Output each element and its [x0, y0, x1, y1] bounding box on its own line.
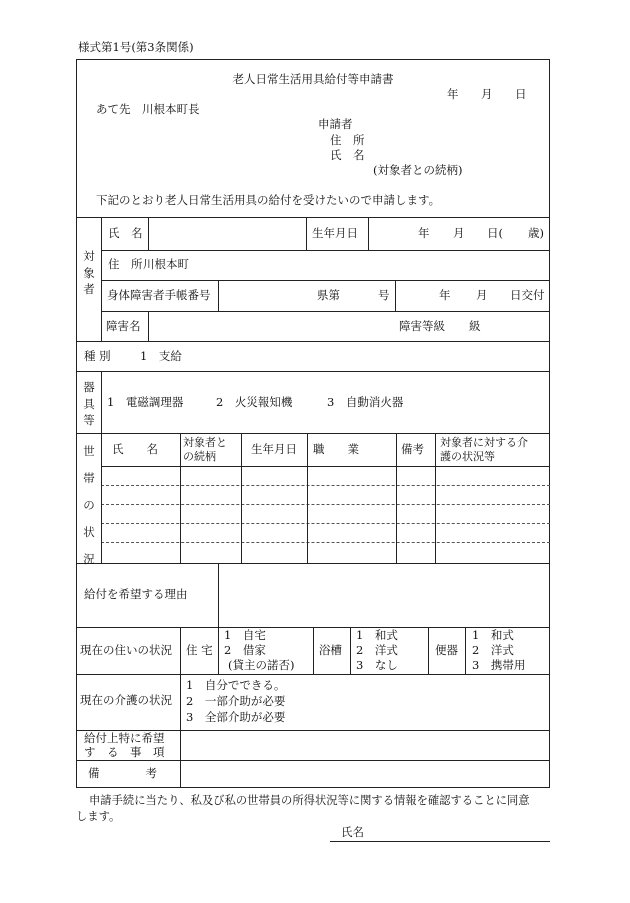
certificate-no: 号 [378, 288, 390, 302]
household-care-header-2: 護の状況等 [440, 450, 495, 463]
applicant-relation-label: (対象者との続柄) [373, 163, 463, 177]
household-job-header: 職 業 [313, 442, 359, 456]
household-relation-header-2: の続柄 [183, 450, 216, 463]
subject-address-value: 川根本町 [143, 257, 189, 271]
toilet-option-2: 2 洋式 [472, 643, 514, 657]
devices-side-label: 器 具 等 [83, 380, 95, 428]
form-frame [76, 59, 550, 788]
device-item-2: 2 火災報知機 [216, 395, 293, 409]
device-item-3: 3 自動消火器 [327, 395, 404, 409]
toilet-option-1: 1 和式 [472, 628, 514, 642]
birth-month-label: 月 [453, 226, 465, 240]
housing-label: 現在の住いの状況 [80, 643, 172, 657]
household-birth-header: 生年月日 [251, 442, 297, 456]
signature-line [330, 841, 550, 842]
household-side-label: 世 帯 の 状 況 [83, 444, 95, 566]
applicant-address-label: 住 所 [330, 133, 365, 147]
care-option-1: 1 自分でできる。 [186, 678, 286, 692]
issue-year-label: 年 [439, 288, 451, 302]
household-name-header: 氏 名 [112, 442, 158, 456]
type-value: 1 支給 [140, 349, 182, 363]
signature-label: 氏名 [341, 825, 364, 839]
device-item-1: 1 電磁調理器 [107, 395, 184, 409]
care-option-3: 3 全部介助が必要 [186, 710, 286, 724]
certificate-pref: 県第 [317, 288, 340, 302]
household-care-header-1: 対象者に対する介 [440, 436, 528, 449]
care-label: 現在の介護の状況 [80, 693, 172, 707]
home-option-2: 2 借家 [224, 643, 266, 657]
birth-year-label: 年 [418, 226, 430, 240]
form-number: 様式第1号(第3条関係) [78, 40, 194, 54]
toilet-option-3: 3 携帯用 [472, 658, 526, 672]
addressee: あて先 川根本町長 [96, 102, 200, 116]
grade-label: 障害等級 [399, 319, 445, 333]
date-month-label: 月 [481, 87, 493, 101]
home-option-3: (貸主の諾否) [228, 658, 295, 672]
subject-side-label: 対 象 者 [83, 249, 95, 297]
birth-age-label: 歳) [528, 226, 544, 240]
subject-birth-label: 生年月日 [312, 226, 358, 240]
special-request-label-2: す る 事 項 [84, 745, 165, 759]
disability-label: 障害名 [106, 319, 141, 333]
certificate-label: 身体障害者手帳番号 [107, 288, 211, 302]
application-statement: 下記のとおり老人日常生活用具の給付を受けたいので申請します。 [96, 193, 441, 207]
applicant-name-label: 氏 名 [330, 148, 365, 162]
issue-month-label: 月 [476, 288, 488, 302]
applicant-label: 申請者 [318, 117, 353, 131]
remarks-label: 備 考 [88, 766, 157, 780]
home-option-1: 1 自宅 [224, 628, 266, 642]
birth-day-label: 日( [487, 226, 503, 240]
bath-label: 浴槽 [319, 643, 342, 657]
consent-text-1: 申請手続に当たり、私及び私の世帯員の所得状況等に関する情報を確認することに同意 [89, 794, 530, 807]
special-request-label-1: 給付上特に希望 [84, 731, 165, 745]
form-title: 老人日常生活用具給付等申請書 [232, 72, 394, 86]
type-label: 種 別 [84, 349, 111, 363]
date-day-label: 日 [515, 87, 527, 101]
household-relation-header-1: 対象者と [183, 436, 227, 449]
toilet-label: 便器 [435, 643, 458, 657]
issue-day-label: 日交付 [510, 288, 545, 302]
bath-option-3: 3 なし [356, 658, 398, 672]
household-remarks-header: 備考 [401, 442, 424, 456]
home-label: 住 宅 [186, 643, 213, 657]
bath-option-2: 2 洋式 [356, 643, 398, 657]
bath-option-1: 1 和式 [356, 628, 398, 642]
date-year-label: 年 [447, 87, 459, 101]
consent-text-2: します。 [76, 810, 121, 823]
care-option-2: 2 一部介助が必要 [186, 694, 286, 708]
subject-name-label: 氏 名 [108, 226, 143, 240]
grade-unit: 級 [469, 319, 481, 333]
reason-label: 給付を希望する理由 [84, 587, 188, 601]
subject-address-label: 住 所 [108, 257, 143, 271]
